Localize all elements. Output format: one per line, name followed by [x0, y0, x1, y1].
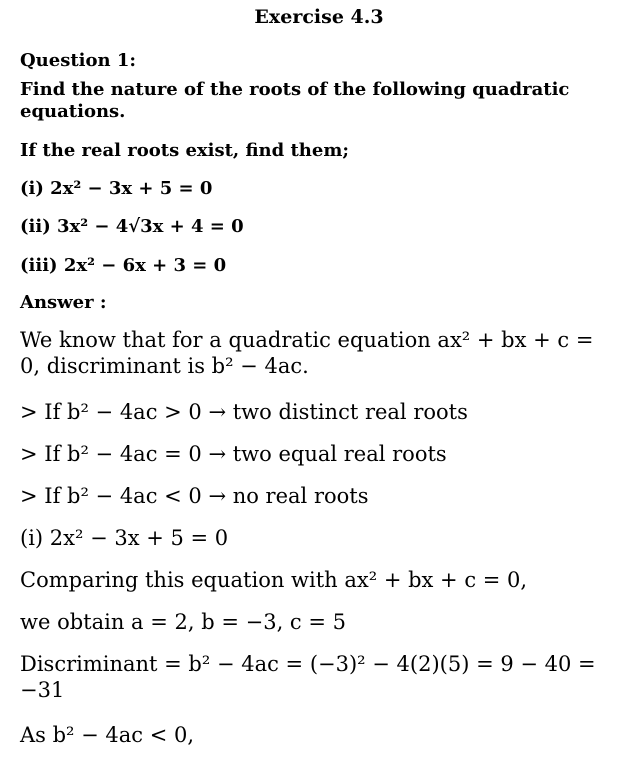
question-part-ii: (ii) 3x² − 4√3x + 4 = 0: [20, 216, 244, 237]
instruction-text: If the real roots exist, find them;: [20, 140, 350, 161]
page-title: Exercise 4.3: [254, 6, 384, 28]
condition-none: > If b² − 4ac < 0 → no real roots: [20, 484, 369, 508]
answer-intro: We know that for a quadratic equation ax² + bx + c = 0, discriminant is b² − 4ac.: [20, 328, 594, 378]
question-label: Question 1:: [20, 50, 137, 71]
condition-distinct: > If b² − 4ac > 0 → two distinct real roots: [20, 400, 468, 424]
discriminant-line: Discriminant = b² − 4ac = (−3)² − 4(2)(5) = 9 − 40 = −31: [20, 652, 596, 702]
question-part-i: (i) 2x² − 3x + 5 = 0: [20, 178, 213, 199]
question-text: Find the nature of the roots of the following quadratic equations.: [20, 79, 570, 122]
condition-equal: > If b² − 4ac = 0 → two equal real roots: [20, 442, 447, 466]
question-part-iii: (iii) 2x² − 6x + 3 = 0: [20, 255, 227, 276]
conclusion-line: As b² − 4ac < 0,: [20, 723, 195, 747]
coefficients-line: we obtain a = 2, b = −3, c = 5: [20, 610, 346, 634]
answer-part-i: (i) 2x² − 3x + 5 = 0: [20, 526, 229, 550]
comparison-line: Comparing this equation with ax² + bx + c = 0,: [20, 568, 528, 592]
answer-label: Answer :: [20, 292, 107, 313]
